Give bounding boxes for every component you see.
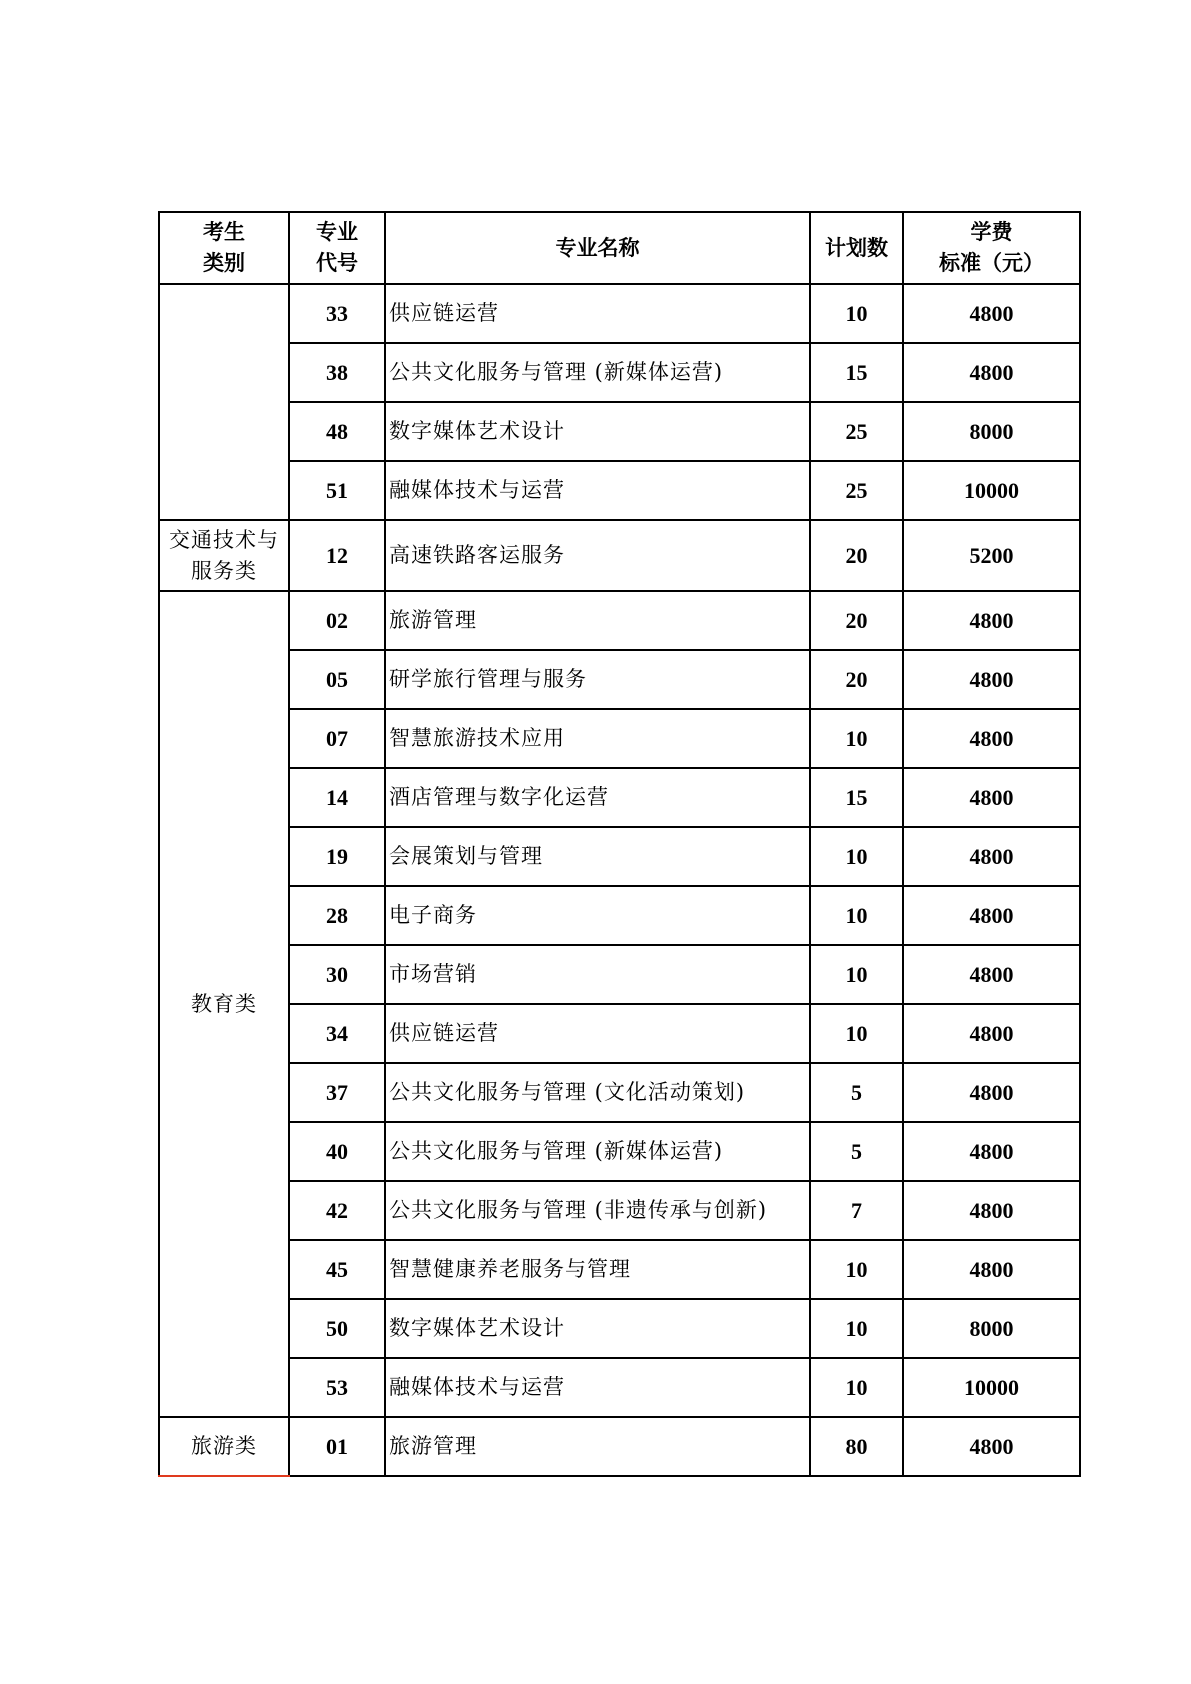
name-cell: 市场营销 [385,945,810,1004]
table-header-row [159,212,1080,284]
name-cell: 公共文化服务与管理 (非遗传承与创新) [385,1181,810,1240]
code-cell: 12 [289,520,385,591]
table-row [159,1063,1080,1122]
name-cell: 智慧健康养老服务与管理 [385,1240,810,1299]
fee-cell: 4800 [903,886,1080,945]
table-row [159,520,1080,591]
code-cell: 07 [289,709,385,768]
code-cell: 53 [289,1358,385,1417]
table-row [159,591,1080,650]
code-cell: 40 [289,1122,385,1181]
table-row [159,343,1080,402]
name-cell: 融媒体技术与运营 [385,461,810,520]
fee-cell: 10000 [903,1358,1080,1417]
name-cell: 供应链运营 [385,284,810,343]
plan-cell: 10 [810,1299,903,1358]
fee-cell: 8000 [903,402,1080,461]
plan-cell: 10 [810,886,903,945]
fee-cell: 4800 [903,709,1080,768]
table-row [159,650,1080,709]
fee-cell: 4800 [903,945,1080,1004]
fee-cell: 4800 [903,1004,1080,1063]
code-cell: 28 [289,886,385,945]
name-cell: 旅游管理 [385,591,810,650]
name-cell: 酒店管理与数字化运营 [385,768,810,827]
code-cell: 33 [289,284,385,343]
enrollment-plan-table [158,211,1081,1477]
table-row [159,945,1080,1004]
name-cell: 电子商务 [385,886,810,945]
table-row [159,827,1080,886]
fee-cell: 8000 [903,1299,1080,1358]
header-plan: 计划数 [810,212,903,284]
header-category: 考生 类别 [159,212,289,284]
name-cell: 公共文化服务与管理 (新媒体运营) [385,1122,810,1181]
code-cell: 37 [289,1063,385,1122]
name-cell: 公共文化服务与管理 (新媒体运营) [385,343,810,402]
code-cell: 19 [289,827,385,886]
table-row [159,1358,1080,1417]
table-row [159,886,1080,945]
code-cell: 38 [289,343,385,402]
table-row [159,402,1080,461]
plan-cell: 5 [810,1122,903,1181]
name-cell: 数字媒体艺术设计 [385,1299,810,1358]
code-cell: 01 [289,1417,385,1476]
category-cell-tourism: 旅游类 [159,1417,289,1476]
header-name: 专业名称 [385,212,810,284]
table-row [159,284,1080,343]
fee-cell: 4800 [903,1063,1080,1122]
fee-cell: 5200 [903,520,1080,591]
table-row [159,1122,1080,1181]
fee-cell: 4800 [903,650,1080,709]
name-cell: 研学旅行管理与服务 [385,650,810,709]
name-cell: 会展策划与管理 [385,827,810,886]
code-cell: 42 [289,1181,385,1240]
name-cell: 智慧旅游技术应用 [385,709,810,768]
table-row [159,709,1080,768]
code-cell: 02 [289,591,385,650]
category-cell-blank [159,284,289,520]
plan-cell: 15 [810,343,903,402]
fee-cell: 4800 [903,827,1080,886]
name-cell: 融媒体技术与运营 [385,1358,810,1417]
code-cell: 05 [289,650,385,709]
name-cell: 公共文化服务与管理 (文化活动策划) [385,1063,810,1122]
plan-cell: 10 [810,1004,903,1063]
code-cell: 14 [289,768,385,827]
plan-cell: 10 [810,945,903,1004]
code-cell: 48 [289,402,385,461]
code-cell: 34 [289,1004,385,1063]
name-cell: 供应链运营 [385,1004,810,1063]
plan-cell: 80 [810,1417,903,1476]
plan-cell: 25 [810,461,903,520]
table-row [159,1417,1080,1476]
header-fee: 学费 标准（元） [903,212,1080,284]
name-cell: 旅游管理 [385,1417,810,1476]
fee-cell: 10000 [903,461,1080,520]
fee-cell: 4800 [903,284,1080,343]
plan-cell: 15 [810,768,903,827]
plan-cell: 10 [810,709,903,768]
plan-cell: 5 [810,1063,903,1122]
plan-cell: 10 [810,1358,903,1417]
table-row [159,768,1080,827]
plan-cell: 10 [810,1240,903,1299]
plan-cell: 7 [810,1181,903,1240]
fee-cell: 4800 [903,1240,1080,1299]
code-cell: 50 [289,1299,385,1358]
code-cell: 45 [289,1240,385,1299]
fee-cell: 4800 [903,1181,1080,1240]
name-cell: 数字媒体艺术设计 [385,402,810,461]
header-code: 专业 代号 [289,212,385,284]
table-row [159,1299,1080,1358]
fee-cell: 4800 [903,591,1080,650]
plan-cell: 10 [810,827,903,886]
table-row [159,1181,1080,1240]
fee-cell: 4800 [903,1122,1080,1181]
fee-cell: 4800 [903,1417,1080,1476]
fee-cell: 4800 [903,343,1080,402]
table-row [159,1240,1080,1299]
plan-cell: 20 [810,591,903,650]
category-cell-transport: 交通技术与 服务类 [159,520,289,591]
fee-cell: 4800 [903,768,1080,827]
category-cell-education: 教育类 [159,591,289,1417]
table-row [159,461,1080,520]
plan-cell: 20 [810,520,903,591]
plan-cell: 20 [810,650,903,709]
plan-cell: 10 [810,284,903,343]
plan-cell: 25 [810,402,903,461]
table-row [159,1004,1080,1063]
name-cell: 高速铁路客运服务 [385,520,810,591]
code-cell: 30 [289,945,385,1004]
code-cell: 51 [289,461,385,520]
